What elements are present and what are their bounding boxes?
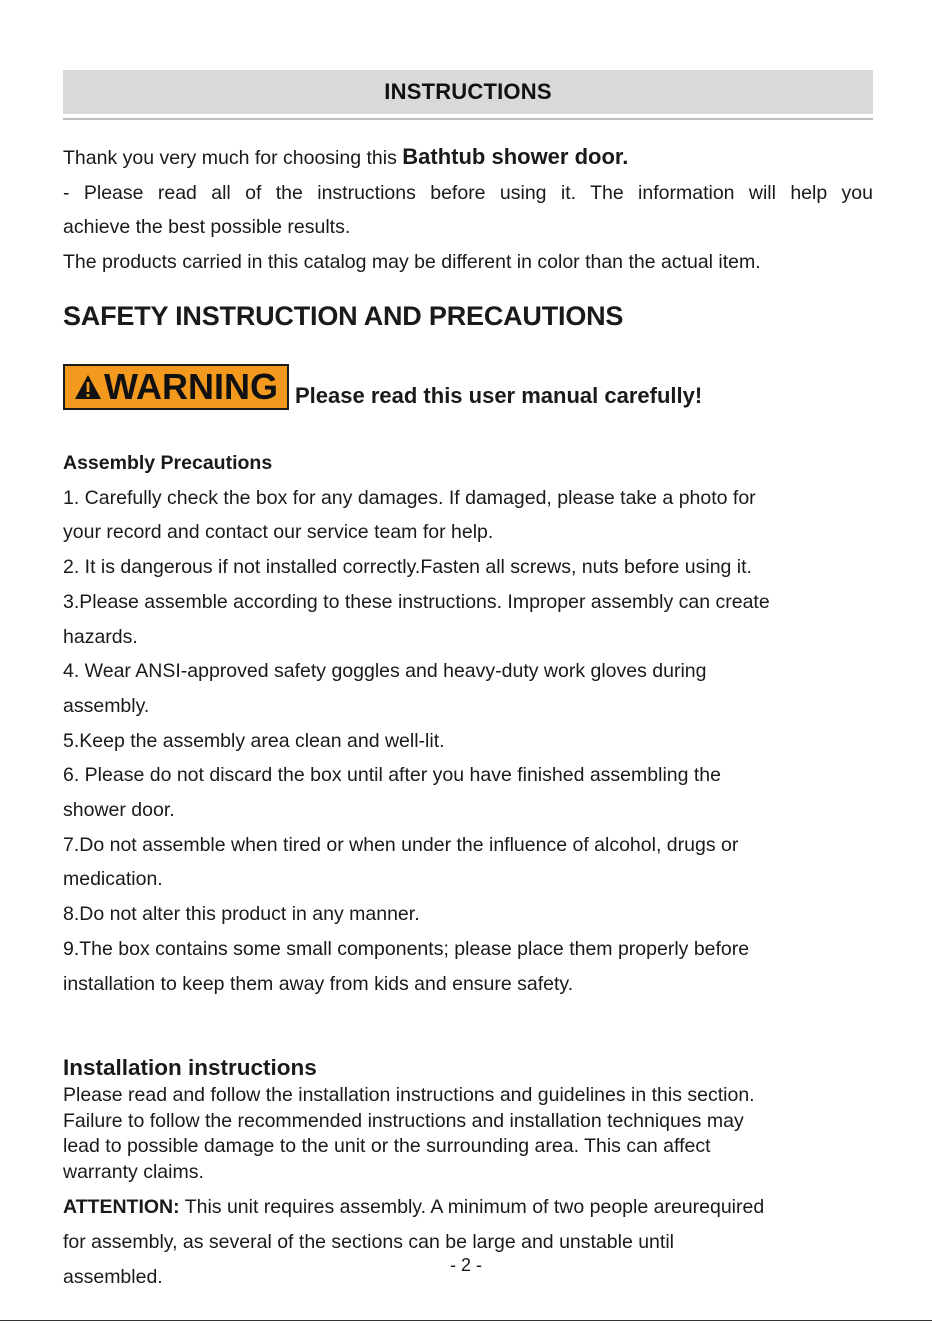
list-item: 3.Please assemble according to these instructions. Improper assembly can create — [63, 590, 770, 613]
intro-section — [63, 140, 873, 279]
catalog-color-note: The products carried in this catalog may be different in color than the actual item. — [63, 250, 761, 273]
bottom-divider — [0, 1320, 932, 1321]
attention-line-2: for assembly, as several of the sections can be large and unstable until — [63, 1230, 674, 1253]
thank-you-line — [63, 140, 873, 176]
list-item: 5.Keep the assembly area clean and well-lit. — [63, 729, 445, 752]
instructions-header — [63, 70, 873, 114]
list-item: 9.The box contains some small components; please place them properly before — [63, 937, 750, 960]
installation-line: Failure to follow the recommended instructions and installation techniques may — [63, 1109, 744, 1132]
warning-triangle-icon — [74, 374, 102, 400]
list-item: 4. Wear ANSI-approved safety goggles and heavy-duty work gloves during — [63, 660, 707, 683]
document-page — [63, 70, 873, 1294]
header-title: INSTRUCTIONS — [384, 79, 552, 104]
product-name: Bathtub shower door. — [402, 144, 629, 169]
list-item: your record and contact our service team for help. — [63, 521, 494, 544]
attention-line-1 — [63, 1190, 873, 1225]
list-item: hazards. — [63, 625, 138, 648]
list-item: 1. Carefully check the box for any damages. If damaged, please take a photo for — [63, 486, 756, 509]
read-instructions-line-1: - Please read all of the instructions before using it. The information will help you — [63, 181, 873, 204]
attention-text: This unit requires assembly. A minimum of two people areurequired — [179, 1196, 765, 1219]
page-number: - 2 - — [449, 1255, 482, 1275]
installation-line: warranty claims. — [63, 1160, 204, 1183]
installation-line: Please read and follow the installation instructions and guidelines in this section. — [63, 1084, 755, 1107]
safety-title: SAFETY INSTRUCTION AND PRECAUTIONS — [63, 301, 624, 331]
list-item: medication. — [63, 868, 163, 891]
header-divider — [63, 118, 873, 120]
attention-label: ATTENTION: — [63, 1196, 180, 1219]
read-instructions-line-2: achieve the best possible results. — [63, 216, 351, 238]
list-item: installation to keep them away from kids and ensure safety. — [63, 972, 574, 995]
assembly-precautions — [63, 446, 873, 1001]
list-item: assembly. — [63, 694, 150, 717]
list-item: shower door. — [63, 799, 175, 822]
attention-line-3: assembled. — [63, 1265, 163, 1288]
assembly-title: Assembly Precautions — [63, 452, 273, 474]
warning-message: Please read this user manual carefully! — [295, 383, 703, 408]
installation-line: lead to possible damage to the unit or the surrounding area. This can affect — [63, 1135, 711, 1158]
warning-label: WARNING — [104, 366, 278, 407]
installation-body — [63, 1083, 873, 1185]
list-item: 8.Do not alter this product in any manner. — [63, 903, 420, 926]
list-item: 6. Please do not discard the box until after you have finished assembling the — [63, 764, 721, 787]
attention-note — [63, 1190, 873, 1294]
installation-title: Installation instructions — [63, 1055, 317, 1081]
list-item: 2. It is dangerous if not installed correctly.Fasten all screws, nuts before using it. — [63, 556, 752, 579]
list-item: 7.Do not assemble when tired or when under the influence of alcohol, drugs or — [63, 833, 739, 856]
thank-you-text: Thank you very much for choosing this — [63, 147, 403, 169]
warning-row — [63, 360, 873, 410]
warning-badge — [63, 364, 289, 410]
